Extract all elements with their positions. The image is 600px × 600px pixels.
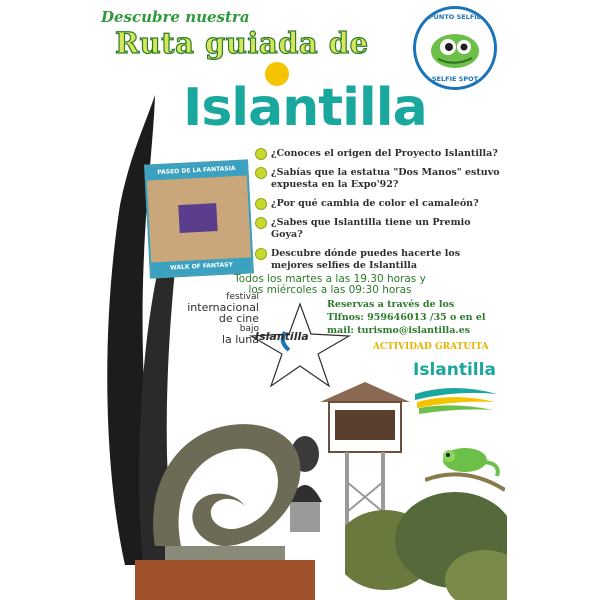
chameleon-icon: [428, 25, 482, 71]
question-text: ¿Sabías que la estatua "Dos Manos" estuvo expuesta en la Expo'92?: [271, 167, 500, 190]
festival-line-2: internacional: [187, 301, 259, 314]
question-text: ¿Sabes que Islantilla tiene un Premio Goya?: [271, 217, 471, 240]
selfie-badge: [413, 6, 497, 90]
header-title: Ruta guiada de: [115, 26, 369, 60]
schedule-line-1: Todos los martes a las 19.30 horas y: [234, 273, 426, 285]
festival-line-4: bajo: [239, 324, 259, 334]
question-text: ¿Por qué cambia de color el camaleón?: [271, 198, 479, 209]
question-text: ¿Conoces el origen del Proyecto Islantilla?: [271, 148, 498, 159]
bullet-icon: [255, 198, 267, 210]
bushes-image: [345, 470, 507, 600]
festival-line-5: la luna: [221, 333, 259, 346]
festival-logo: Islantilla: [255, 330, 309, 343]
photo-bottom-label: WALK OF FANTASY: [151, 257, 252, 276]
hands-sculpture: [135, 396, 315, 600]
list-item: [255, 217, 505, 241]
bullet-icon: [255, 248, 267, 260]
list-item: [255, 198, 505, 210]
schedule-line-2: los miércoles a las 09:30 horas: [248, 284, 412, 296]
list-item: [255, 167, 505, 191]
star-outline-icon: [245, 300, 355, 390]
free-activity-label: ACTIVIDAD GRATUITA: [373, 342, 489, 352]
brand-wordmark: Islantilla: [183, 78, 427, 138]
reserve-line-3: mail: turismo@islantilla.es: [327, 325, 471, 336]
photo-top-label: PASEO DE LA FANTASIA: [146, 161, 247, 180]
festival-line-3: de cine: [218, 312, 259, 325]
header-kicker: Descubre nuestra: [101, 8, 250, 26]
reserve-line-2: Tlfnos: 959646013 /35 o en el: [327, 312, 486, 323]
bullet-icon: [255, 217, 267, 229]
list-item: [255, 148, 505, 160]
badge-top-text: PUNTO SELFIE: [428, 13, 482, 21]
festival-line-1: festival: [226, 292, 259, 302]
mini-brand-logo: Islantilla: [413, 360, 496, 380]
bullet-icon: [255, 148, 267, 160]
paseo-photo: [144, 159, 254, 278]
towel-image: [178, 203, 217, 233]
reserve-line-1: Reservas a través de los: [327, 299, 455, 310]
bullet-icon: [255, 167, 267, 179]
question-list: [255, 148, 505, 279]
question-text: Descubre dónde puedes hacerte los mejores selfies de Islantilla: [271, 248, 461, 271]
wave-logo-icon: [413, 384, 499, 414]
list-item: [255, 248, 505, 272]
poster: [95, 0, 507, 600]
badge-bottom-text: SELFIE SPOT: [431, 75, 479, 83]
